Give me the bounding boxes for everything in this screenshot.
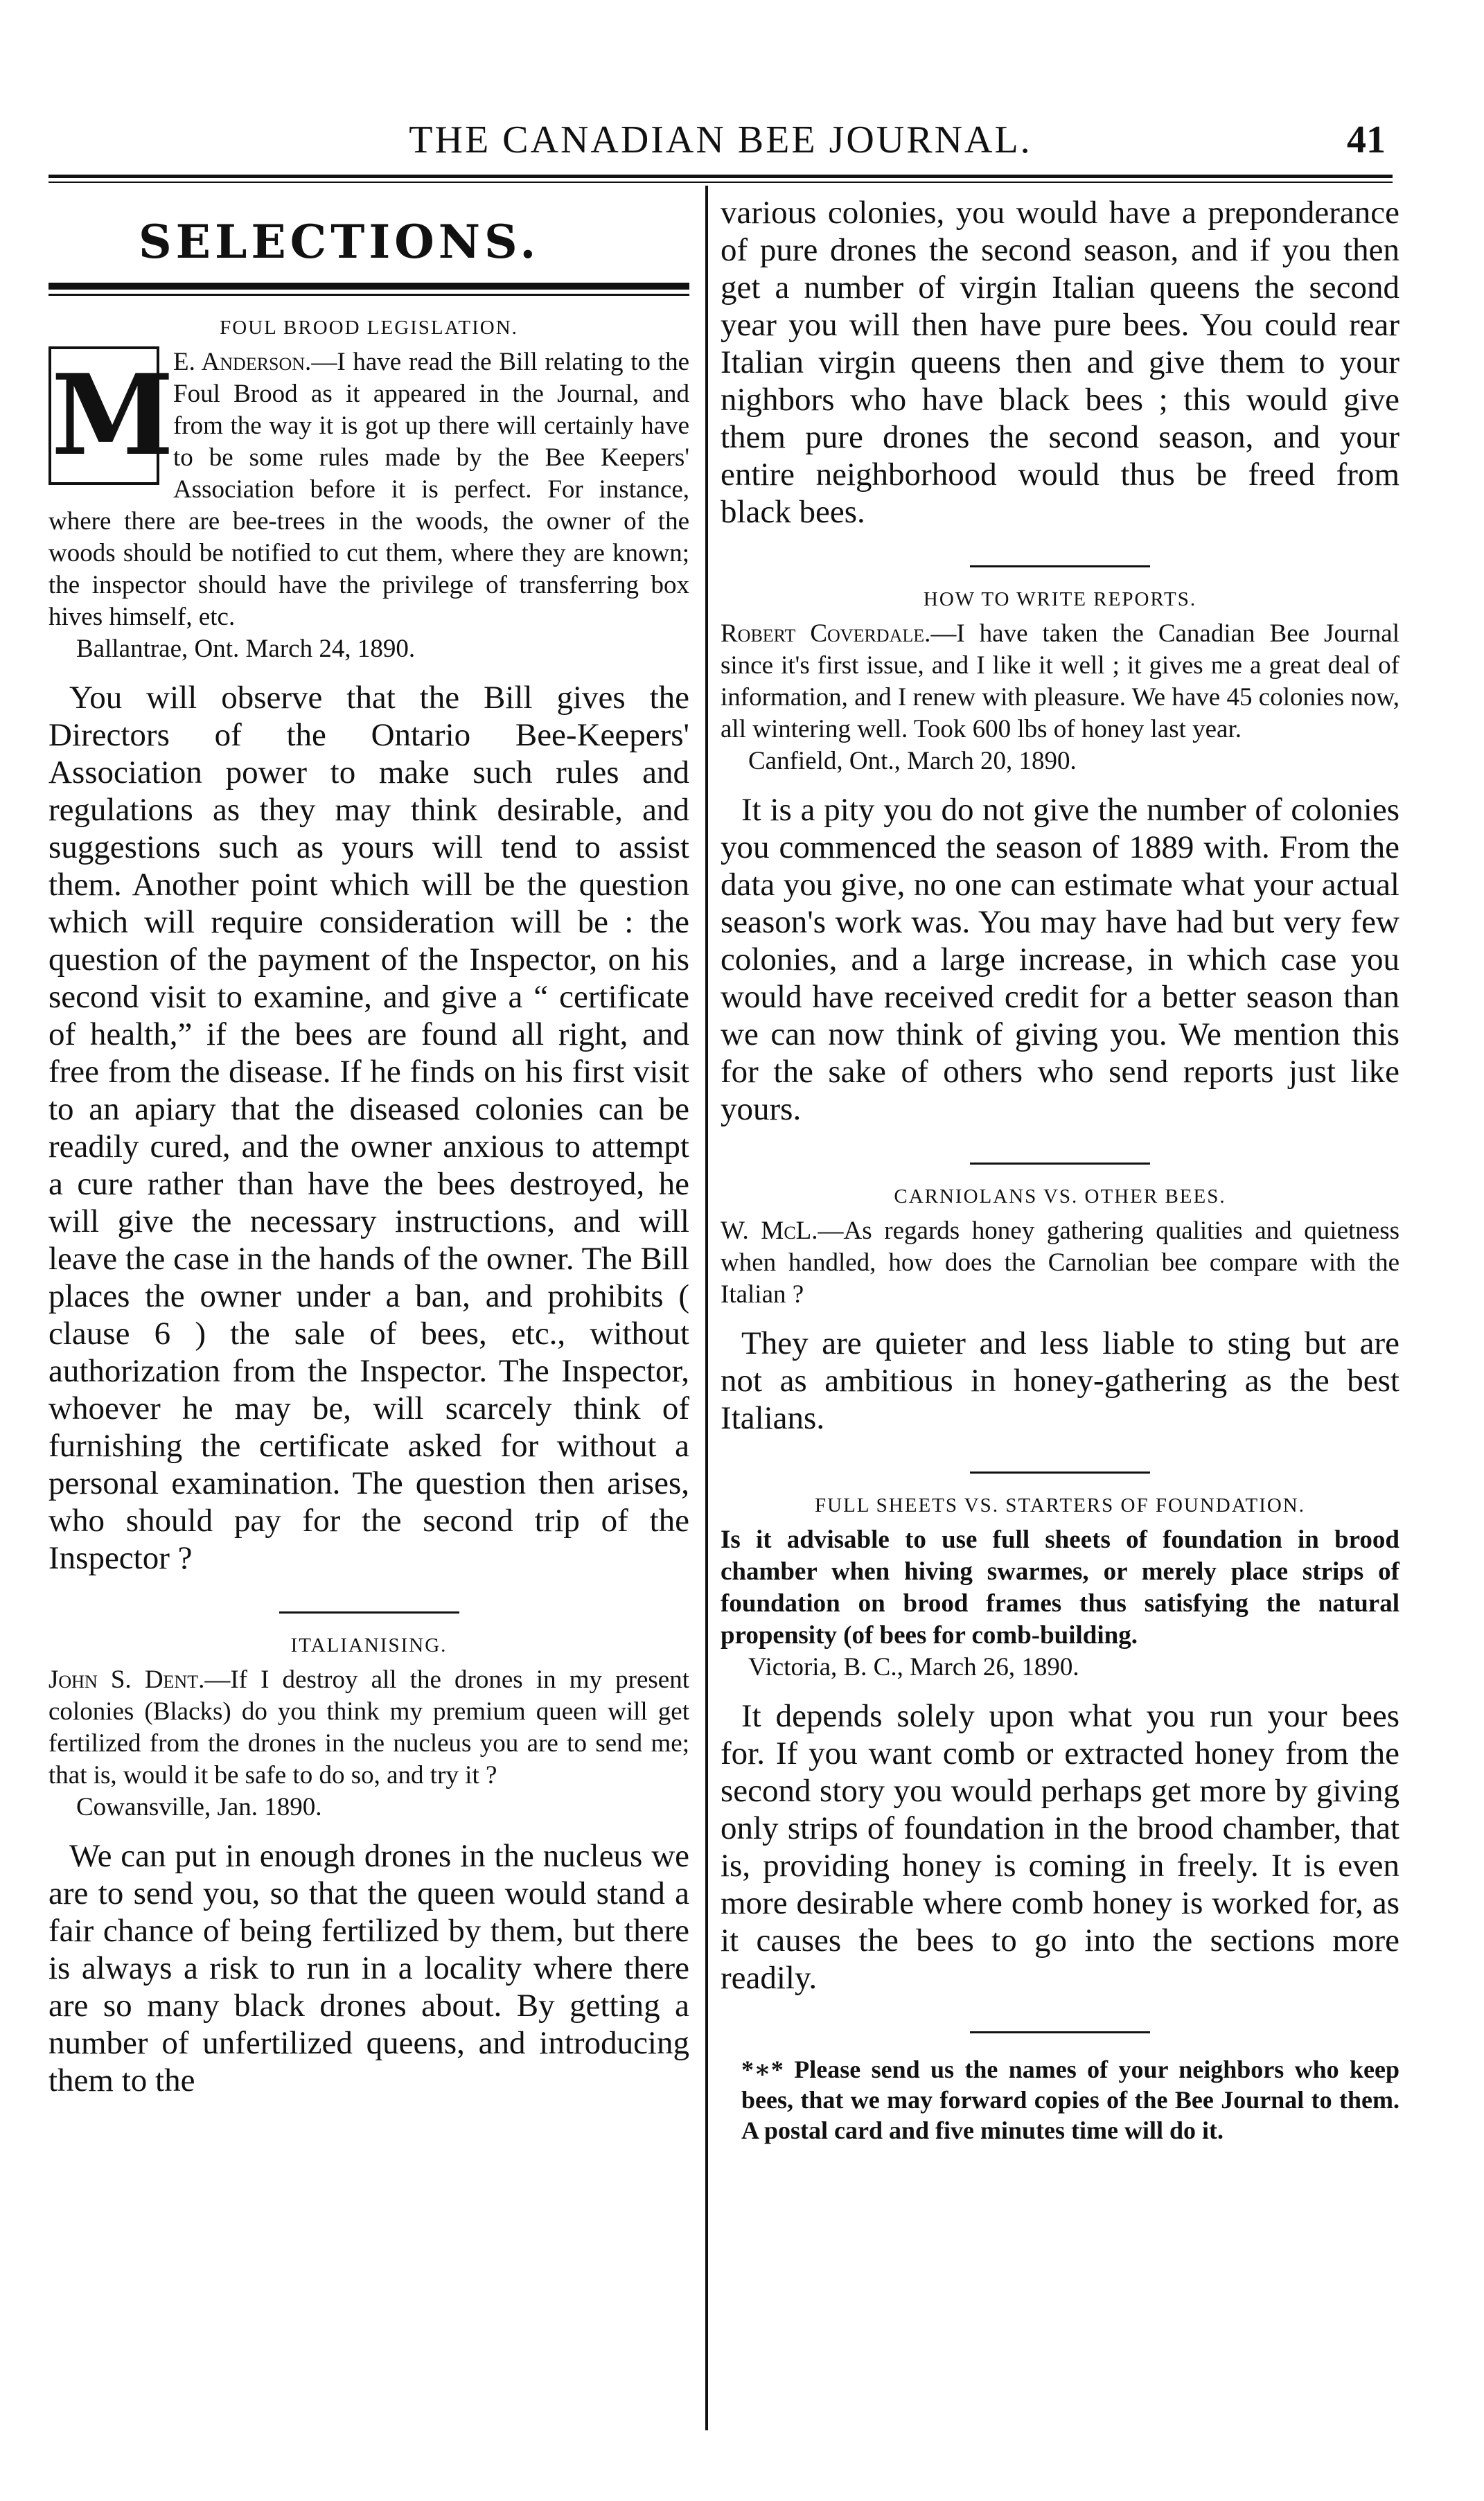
letter-author: W. McL. bbox=[721, 1217, 818, 1245]
page-number: 41 bbox=[1347, 118, 1386, 161]
page-header bbox=[48, 111, 1393, 166]
editor-reply: You will observe that the Bill gives the Directors of the Ontario Bee-Keepers' Association power to make such rules and regulations as they may think desirable, and suggestions such as yours will tend to assist them. Another point which will be the question which will require consideration will be : the question of the payment of the Inspector, on his second visit to examine, and give a “ certificate of health,” if the bees are found all right, and free from the disease. If he finds on his first visit to an apiary that the diseased colonies can be readily cured, and the owner anxious to attempt a cure rather than have the bees destroyed, he will give the necessary instructions, and will leave the case in the hands of the owner. The Bill places the owner under a ban, and prohibits ( clause 6 ) the sale of bees, etc., without authorization from the Inspector. The Inspector, whoever he may be, will scarcely think of furnishing the certificate asked for without a personal examination. The question then arises, who should pay for the second trip of the Inspector ? bbox=[48, 680, 689, 1576]
continued-reply: various colonies, you would have a preponderance of pure drones the second season, and if you then get a number of virgin Italian queens the second year you will then have pure bees. You could rear Italian virgin queens then and give them to your nighbors who have black bees ; this would give them pure drones the second season, and your entire neighborhood would thus be freed from black bees. bbox=[721, 195, 1399, 530]
letter-author: John S. Dent. bbox=[48, 1665, 205, 1694]
letter-signature: Ballantrae, Ont. March 24, 1890. bbox=[76, 635, 416, 663]
column-divider bbox=[705, 186, 708, 2430]
letter-author: Robert Coverdale. bbox=[721, 619, 931, 648]
section-rule-heavy bbox=[48, 283, 689, 290]
article-divider bbox=[970, 2031, 1150, 2033]
article-divider bbox=[970, 565, 1150, 567]
letter-body: —If I destroy all the drones in my present colonies (Blacks) do you think my premium queen will get fertilized from the drones in the nucleus you are to send me; that is, would it be safe to do so, and try it ? bbox=[48, 1665, 689, 1789]
letter-signature: Cowansville, Jan. 1890. bbox=[76, 1793, 322, 1821]
article-foundation bbox=[721, 1494, 1399, 1997]
article-foul-brood bbox=[48, 317, 689, 1577]
article-reports bbox=[721, 588, 1399, 1128]
drop-cap-letter: M bbox=[51, 350, 175, 480]
article-subhead: HOW TO WRITE REPORTS. bbox=[923, 588, 1197, 610]
letter-text bbox=[721, 618, 1399, 745]
article-subhead: FULL SHEETS VS. STARTERS OF FOUNDATION. bbox=[815, 1494, 1305, 1517]
article-divider bbox=[279, 1611, 459, 1614]
letter-text: Is it advisable to use full sheets of foundation in brood chamber when hiving swarmes, or merely place strips of foundation on brood frames thus satisfying the natural propensity (of bees for comb-building. bbox=[721, 1526, 1399, 1650]
editor-reply: They are quieter and less liable to sting but are not as ambitious in honey-gathering as the best Italians. bbox=[721, 1325, 1399, 1436]
left-column bbox=[48, 187, 689, 2099]
editor-reply: We can put in enough drones in the nucleus we are to send you, so that the queen would stand a fair chance of being fertilized by them, but there is always a risk to run in a locality where there are so many black drones about. By getting a number of unfertilized queens, and introducing them to the bbox=[48, 1838, 689, 2098]
letter-body: —I have read the Bill relating to the Foul Brood as it appeared in the Journal, and from the way it is got up there will certainly have to be some rules made by the Bee Keepers' Association before it is perfect. For instance, where there are bee-trees in the woods, the owner of the woods should be notified to cut them, where they are known; the inspector should have the privilege of transferring box hives himself, etc. bbox=[48, 348, 689, 631]
section-title: SELECTIONS. bbox=[139, 215, 540, 269]
letter-signature: Victoria, B. C., March 26, 1890. bbox=[748, 1653, 1079, 1681]
article-subhead: FOUL BROOD LEGISLATION. bbox=[220, 317, 518, 339]
section-rule-thin bbox=[48, 294, 689, 296]
letter-signature: Canfield, Ont., March 20, 1890. bbox=[748, 747, 1077, 775]
journal-title: THE CANADIAN BEE JOURNAL. bbox=[409, 118, 1032, 161]
article-divider bbox=[970, 1163, 1150, 1165]
letter-author: E. Anderson. bbox=[173, 348, 312, 376]
article-subhead: ITALIANISING. bbox=[290, 1634, 448, 1656]
editor-reply: It is a pity you do not give the number of colonies you commenced the season of 1889 with. From the data you give, no one can estimate what your actual season's work was. You may have had but very few colonies, and a large increase, in which case you would have received credit for a better season than we can now think of giving you. We mention this for the sake of others who send reports just like yours. bbox=[721, 792, 1399, 1127]
letter-text bbox=[48, 1664, 689, 1792]
article-divider bbox=[970, 1472, 1150, 1474]
article-carniolans bbox=[721, 1185, 1399, 1437]
editor-reply: It depends solely upon what you run your bees for. If you want comb or extracted honey from the second story you would perhaps get more by giving only strips of foundation in the brood chamber, that is, providing honey is coming in freely. It is even more desirable where comb honey is worked for, as it causes the bees to go into the sections more readily. bbox=[721, 1698, 1399, 1996]
drop-cap bbox=[48, 346, 175, 485]
letter-body: —As regards honey gathering qualities and quietness when handled, how does the Carnolian bee compare with the Italian ? bbox=[721, 1217, 1399, 1309]
letter-body: —I have taken the Canadian Bee Journal since it's first issue, and I like it well ; it gives me a great deal of information, and I renew with pleasure. We have 45 colonies now, all wintering well. Took 600 lbs of honey last year. bbox=[721, 619, 1399, 743]
right-column bbox=[721, 187, 1399, 2146]
header-rule-thin bbox=[48, 182, 1393, 183]
article-subhead: CARNIOLANS VS. OTHER BEES. bbox=[894, 1185, 1226, 1208]
article-italianising bbox=[48, 1634, 689, 2099]
letter-text bbox=[721, 1215, 1399, 1311]
editorial-note: *∗* Please send us the names of your neighbors who keep bees, that we may forward copies of the Bee Journal to them. A postal card and five minutes time will do it. bbox=[741, 2056, 1399, 2144]
header-rule-thick bbox=[48, 175, 1393, 178]
